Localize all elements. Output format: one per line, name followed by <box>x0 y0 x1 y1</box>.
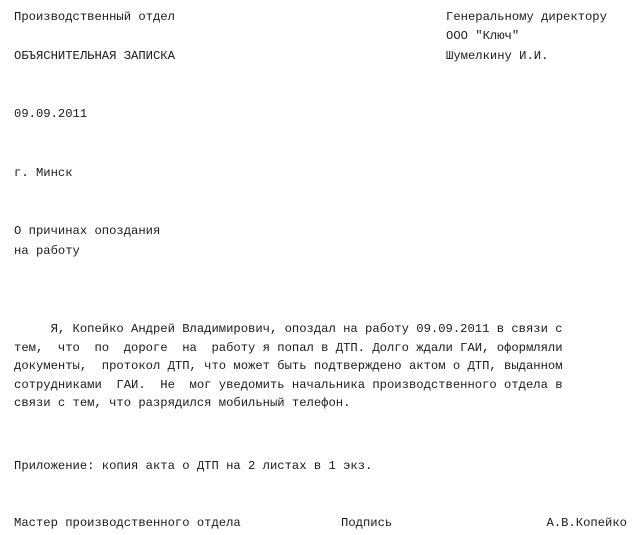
subject-line-2: на работу <box>14 244 80 258</box>
signature-label: Подпись <box>341 516 393 530</box>
body-line: Я, Копейко Андрей Владимирович, опоздал на работу 09.09.2011 в связи с <box>14 322 563 336</box>
attachment-note: Приложение: копия акта о ДТП на 2 листах в 1 экз. <box>14 459 373 473</box>
document-city: г. Минск <box>14 166 73 180</box>
document-date: 09.09.2011 <box>14 107 88 121</box>
department-label: Производственный отдел <box>14 10 175 24</box>
body-line: документы, протокол ДТП, что может быть подтверждено актом о ДТП, выданном <box>14 359 563 373</box>
addressee-name: Шумелкину И.И. <box>446 49 549 63</box>
signer-name: А.В.Копейко <box>546 516 627 530</box>
signature-block <box>14 514 627 532</box>
addressee-company: ООО "Ключ" <box>446 29 520 43</box>
body-line: тем, что по дороге на работу я попал в ДТП. Долго ждали ГАИ, оформляли <box>14 340 563 355</box>
subject-line-1: О причинах опоздания <box>14 224 161 238</box>
addressee-position: Генеральному директору <box>446 10 607 24</box>
signer-position: Мастер производственного отдела <box>14 516 241 530</box>
document-type-title: ОБЪЯСНИТЕЛЬНАЯ ЗАПИСКА <box>14 49 175 63</box>
body-paragraph <box>14 320 627 413</box>
body-line: связи с тем, что разрядился мобильный телефон. <box>14 396 351 410</box>
body-line: сотрудниками ГАИ. Не мог уведомить начальника производственного отдела в <box>14 377 563 392</box>
